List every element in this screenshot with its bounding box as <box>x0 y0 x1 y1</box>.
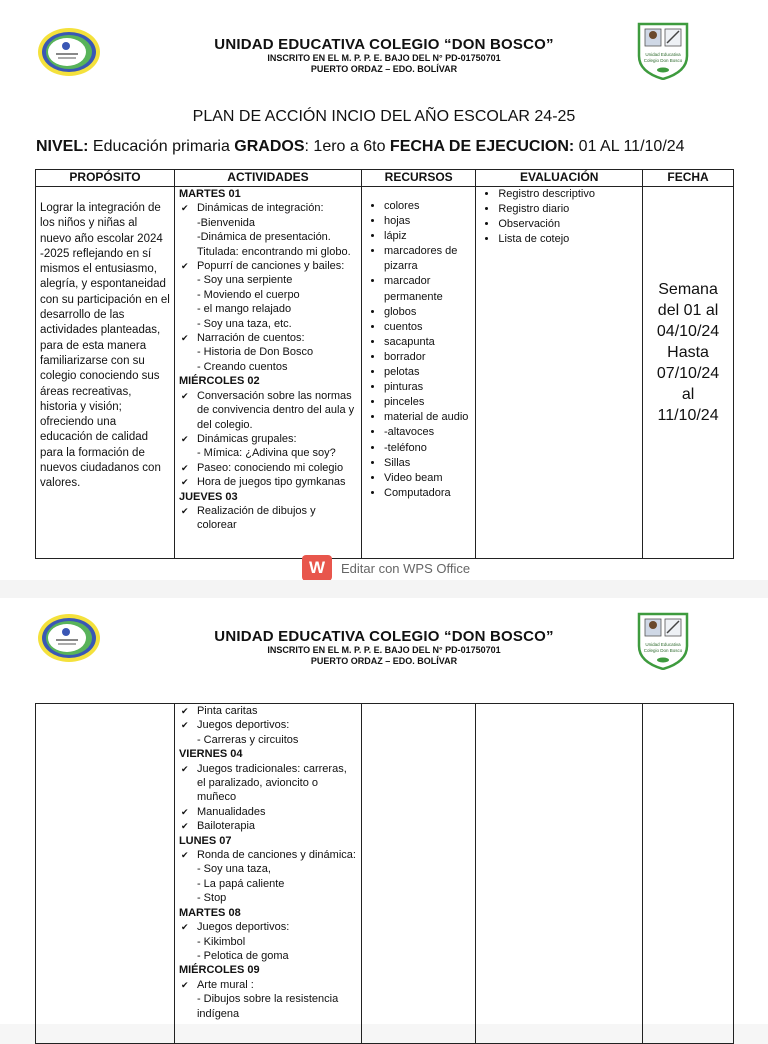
activity-subitem: - La papá caliente <box>196 877 285 890</box>
header-proposito: PROPÓSITO <box>36 170 175 187</box>
fecha-value: 01 AL 11/10/24 <box>574 138 685 155</box>
evaluacion-cell <box>476 187 643 559</box>
fecha-line: del 01 al <box>657 302 719 319</box>
activity-item: ✔ Narración de cuentos: <box>179 331 357 345</box>
fecha-label: FECHA DE EJECUCION: <box>389 138 575 155</box>
activity-day: MIÉRCOLES 02 <box>178 375 260 388</box>
table-row <box>36 704 734 1044</box>
activity-item: ✔ Realización de dibujos y colorear <box>179 504 357 533</box>
activity-day: MIÉRCOLES 09 <box>178 964 260 977</box>
school-seal-right <box>636 612 690 670</box>
evaluacion-item: • Lista de cotejo <box>498 232 638 247</box>
grados-value: : 1ero a 6to <box>304 138 390 155</box>
activity-item: ✔ Popurrí de canciones y bailes: <box>179 259 357 273</box>
svg-text:Colegio Don Bosco: Colegio Don Bosco <box>643 648 683 653</box>
plan-table-page-1 <box>35 169 734 559</box>
proposito-cell: Lograr la integración de los niños y niñas al nuevo año escolar 2024 -2025 reflejando en sí mismos el entusiasmo, alegría, y espontaneidad con su participación en el desarrollo de las actividades planteadas, para de esta manera familiarizarse con su colegio conociendo sus áreas recreativas, historia y visión; ofreciendo una educación de calidad para la formación de nuevos ciudadanos con valores. <box>36 187 175 559</box>
header-fecha: FECHA <box>643 170 734 187</box>
activity-subitem: - Moviendo el cuerpo <box>196 288 300 301</box>
recursos-list <box>366 199 471 501</box>
activity-subitem: - Dibujos sobre la resistencia indígena <box>196 993 339 1020</box>
svg-text:Colegio Don Bosco: Colegio Don Bosco <box>643 58 683 63</box>
evaluacion-item: • Observación <box>498 217 638 232</box>
activity-subitem: -Dinámica de presentación. Titulada: encontrando mi globo. <box>196 231 351 258</box>
location-line: PUERTO ORDAZ – EDO. BOLÍVAR <box>310 64 458 74</box>
activity-item: ✔ Juegos tradicionales: carreras, el paralizado, avioncito o muñeco <box>179 762 357 805</box>
wps-edit-banner[interactable] <box>302 554 470 582</box>
activity-day: LUNES 07 <box>178 834 232 847</box>
school-logo-left <box>36 612 102 664</box>
recurso-item: • pinturas <box>384 380 471 395</box>
recurso-item: • marcador permanente <box>384 274 471 304</box>
activity-item: ✔ Bailoterapia <box>179 819 357 833</box>
activity-subitem: - Soy una serpiente <box>196 274 293 287</box>
fecha-line: 04/10/24 <box>656 323 720 340</box>
activity-item: ✔ Paseo: conociendo mi colegio <box>179 461 357 475</box>
recurso-item: • -altavoces <box>384 425 471 440</box>
proposito-cell <box>36 704 175 1044</box>
activity-subitem: - Mímica: ¿Adivina que soy? <box>196 447 336 460</box>
school-name: UNIDAD EDUCATIVA COLEGIO “DON BOSCO” <box>214 36 554 53</box>
page-gap <box>0 580 768 598</box>
recurso-item: • Sillas <box>384 456 471 471</box>
activity-item: ✔ Dinámicas de integración: <box>179 201 357 215</box>
recurso-item: • hojas <box>384 214 471 229</box>
header-recursos: RECURSOS <box>362 170 476 187</box>
activity-day: VIERNES 04 <box>178 748 243 761</box>
recurso-item: • material de audio <box>384 410 471 425</box>
document-header <box>120 36 648 75</box>
activity-subitem: - Carreras y circuitos <box>196 733 299 746</box>
evaluacion-list <box>480 187 638 247</box>
recurso-item: • borrador <box>384 350 471 365</box>
fecha-cell <box>643 187 734 559</box>
activity-item: ✔ Hora de juegos tipo gymkanas <box>179 475 357 489</box>
activity-subitem: - Historia de Don Bosco <box>196 346 314 359</box>
fecha-line: al <box>681 386 695 403</box>
wps-logo-icon: W <box>302 555 332 581</box>
svg-text:Unidad Educativa: Unidad Educativa <box>645 642 681 647</box>
recurso-item: • lápiz <box>384 229 471 244</box>
school-logo-left <box>36 26 102 78</box>
activity-subitem: - Soy una taza, <box>196 863 271 876</box>
table-header-row <box>36 170 734 187</box>
document-page-2 <box>0 598 768 1024</box>
evaluacion-item: • Registro descriptivo <box>498 187 638 202</box>
wps-edit-label[interactable]: Editar con WPS Office <box>341 560 471 576</box>
header-actividades: ACTIVIDADES <box>174 170 361 187</box>
activity-item: ✔ Manualidades <box>179 805 357 819</box>
fecha-line: Hasta <box>667 344 709 361</box>
fecha-line: 11/10/24 <box>657 407 719 424</box>
recurso-item: • pinceles <box>384 395 471 410</box>
actividades-cell <box>174 704 361 1044</box>
activity-day: MARTES 08 <box>178 906 241 919</box>
seal-text: Unidad Educativa <box>645 52 681 57</box>
nivel-value: Educación primaria <box>88 138 235 155</box>
activity-subitem: - el mango relajado <box>196 303 292 316</box>
evaluacion-cell <box>476 704 643 1044</box>
header-evaluacion: EVALUACIÓN <box>476 170 643 187</box>
recursos-cell <box>362 187 476 559</box>
activity-item: ✔ Dinámicas grupales: <box>179 432 357 446</box>
evaluacion-item: • Registro diario <box>498 202 638 217</box>
recurso-item: • globos <box>384 305 471 320</box>
registration-line: INSCRITO EN EL M. P. P. E. BAJO DEL N° PD-01750701 <box>267 645 501 655</box>
table-row <box>36 187 734 559</box>
actividades-cell <box>174 187 361 559</box>
grados-label: GRADOS <box>234 138 305 155</box>
recursos-cell <box>362 704 476 1044</box>
recurso-item: • pelotas <box>384 365 471 380</box>
recurso-item: • cuentos <box>384 320 471 335</box>
activity-item: ✔ Ronda de canciones y dinámica: <box>179 848 357 862</box>
school-name: UNIDAD EDUCATIVA COLEGIO “DON BOSCO” <box>214 628 554 645</box>
fecha-line: 07/10/24 <box>656 365 720 382</box>
plan-title: PLAN DE ACCIÓN INCIO DEL AÑO ESCOLAR 24-25 <box>192 108 576 125</box>
recurso-item: • marcadores de pizarra <box>384 244 471 274</box>
recurso-item: • Computadora <box>384 486 471 501</box>
recurso-item: • sacapunta <box>384 335 471 350</box>
registration-line: INSCRITO EN EL M. P. P. E. BAJO DEL N° PD-01750701 <box>267 53 501 63</box>
activity-day: MARTES 01 <box>178 188 241 200</box>
activity-item: ✔ Conversación sobre las normas de convivencia dentro del aula y del colegio. <box>179 389 357 432</box>
activity-item: ✔ Juegos deportivos: <box>179 920 357 934</box>
activity-item: ✔ Arte mural : <box>179 978 357 992</box>
activity-day: JUEVES 03 <box>178 490 238 503</box>
recurso-item: • colores <box>384 199 471 214</box>
activity-subitem: - Creando cuentos <box>196 360 288 373</box>
fecha-line: Semana <box>658 281 718 298</box>
activity-subitem: - Pelotica de goma <box>196 949 289 962</box>
recurso-item: • -teléfono <box>384 441 471 456</box>
activity-subitem: - Kikimbol <box>196 935 246 948</box>
activity-subitem: -Bienvenida <box>196 216 256 229</box>
activity-item: ✔ Pinta caritas <box>179 704 357 718</box>
activity-subitem: - Soy una taza, etc. <box>196 317 292 330</box>
activity-subitem: - Stop <box>196 892 227 905</box>
document-header <box>120 628 648 667</box>
plan-meta <box>36 138 736 156</box>
activity-item: ✔ Juegos deportivos: <box>179 718 357 732</box>
fecha-cell <box>643 704 734 1044</box>
nivel-label: NIVEL: <box>36 138 89 155</box>
location-line: PUERTO ORDAZ – EDO. BOLÍVAR <box>310 656 458 666</box>
school-seal-right <box>636 22 690 80</box>
recurso-item: • Video beam <box>384 471 471 486</box>
plan-table-page-2 <box>35 703 734 1044</box>
